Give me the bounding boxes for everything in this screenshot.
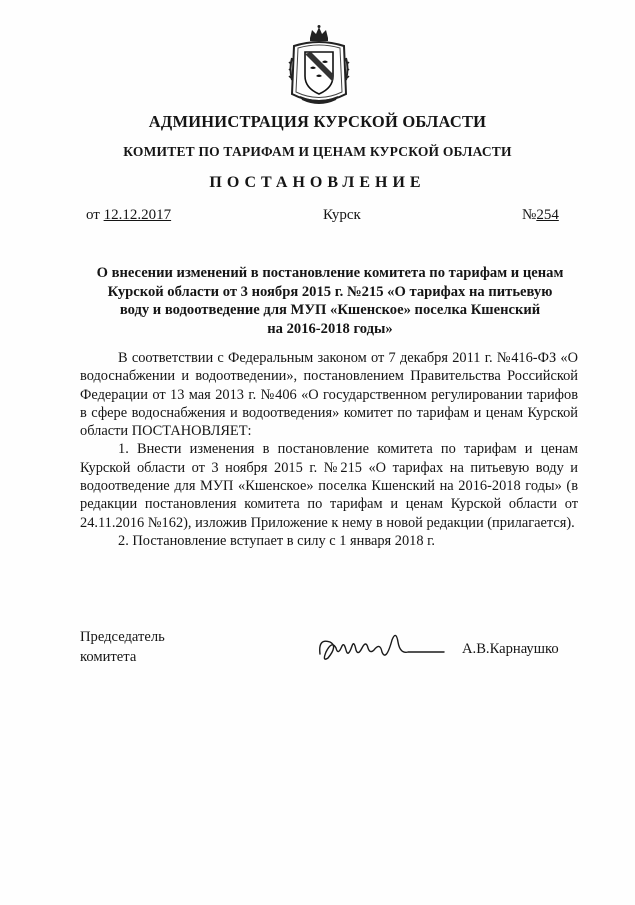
date-prefix: от [86,207,104,223]
coat-of-arms-emblem [288,24,350,106]
signatory-role-line: комитета [80,649,137,665]
document-type-heading: ПОСТАНОВЛЕНИЕ [209,174,426,191]
resolution-item-1: 1. Внести изменения в постановление комитета по тарифам и ценам Курской области от 3 ноября 2015 г. №215 «О тарифах на питьевую воду и водоотведение для МУП «Кшенское» поселка Кшенский на 2016-2018 годы» (в редакции постановления комитета по тарифам и ценам Курской области от 24.11.2016 №162), изложив Приложение к нему в новой редакции (прилагается). [80,441,578,531]
signatory-name: А.В.Карнаушко [462,641,559,657]
document-number [522,207,559,224]
number-prefix: № [522,207,537,223]
organization-title: АДМИНИСТРАЦИЯ КУРСКОЙ ОБЛАСТИ [148,112,487,131]
subject-line: воду и водоотведение для МУП «Кшенское» поселка Кшенский [119,302,541,318]
preamble-text: В соответствии с Федеральным законом от 7 декабря 2011 г. №416-ФЗ «О водоснабжении и водоотведении», постановлением Правительства Российской Федерации от 13 мая 2013 г. №406 «О государственном регулировании тарифов в сфере водоснабжения и водоотведения» комитет по тарифам и ценам Курской области [80,350,578,440]
number-value: 254 [536,207,559,223]
preamble-paragraph [80,349,578,440]
subject-line: О внесении изменений в постановление комитета по тарифам и ценам [96,265,564,281]
resolves-word: ПОСТАНОВЛЯЕТ: [131,423,252,440]
date-value: 12.12.2017 [103,207,172,223]
committee-title: КОМИТЕТ ПО ТАРИФАМ И ЦЕНАМ КУРСКОЙ ОБЛАСТИ [123,144,512,159]
resolution-item-2: 2. Постановление вступает в силу с 1 января 2018 г. [118,532,436,549]
document-subject [80,264,580,338]
document-body [80,349,578,550]
handwritten-signature [316,628,446,666]
document-city: Курск [323,207,361,223]
document-date [86,207,171,224]
signatory-role-line: Председатель [80,629,165,645]
signatory-role [80,627,165,667]
subject-line: на 2016-2018 годы» [267,320,393,337]
subject-line: Курской области от 3 ноября 2015 г. №215 «О тарифах на питьевую [107,283,553,300]
